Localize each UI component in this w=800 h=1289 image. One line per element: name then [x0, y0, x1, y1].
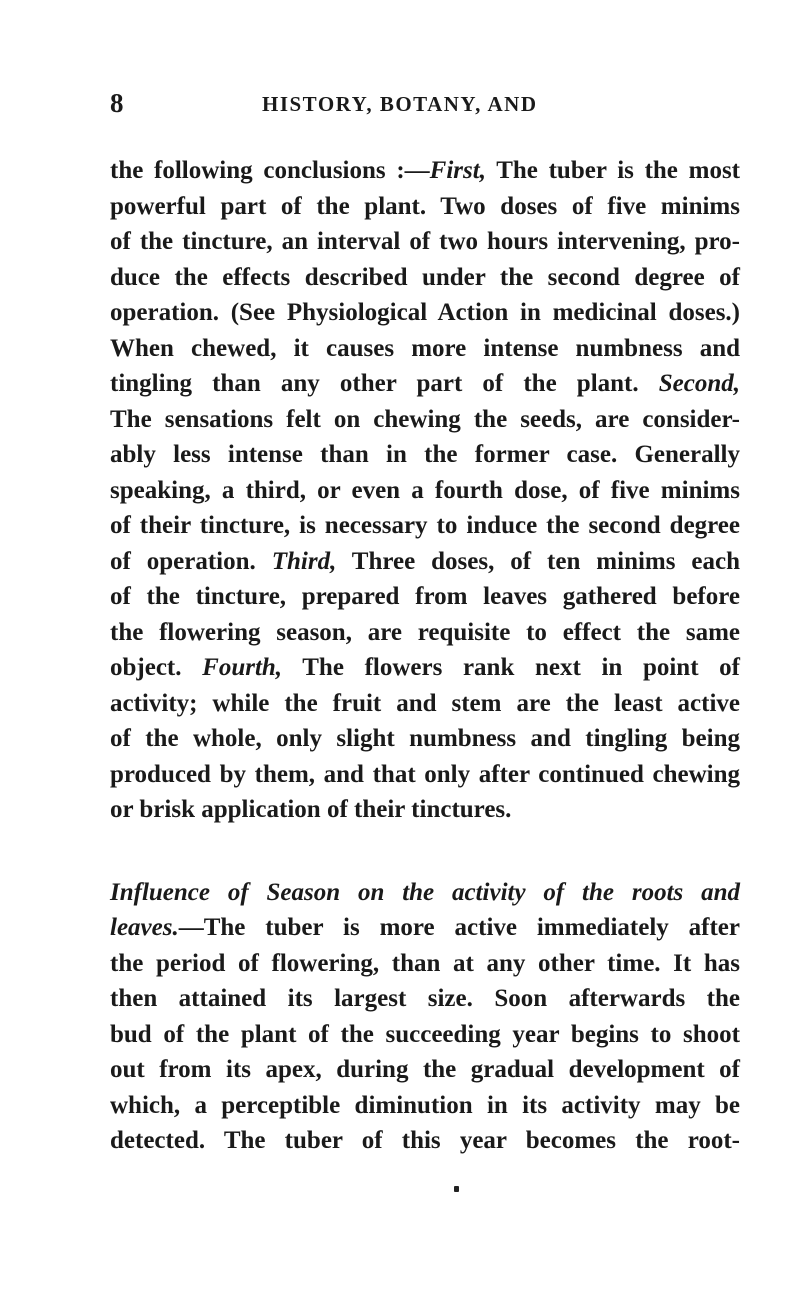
paragraph-conclusions — [110, 153, 740, 828]
text-line: tingling than any other part of the plant. Second, — [110, 370, 740, 397]
text-line: speaking, a third, or even a fourth dose, of five minims — [110, 476, 740, 504]
text-line: operation. (See Physiological Action in medicinal doses.) — [110, 299, 740, 326]
text-line: object. Fourth, The flowers rank next in point of — [110, 654, 740, 681]
text-line: of their tincture, is necessary to induce the second degree — [110, 512, 740, 539]
text-line: produced by them, and that only after continued chewing — [110, 760, 740, 788]
text-line: leaves.—The tuber is more active immediately after — [110, 914, 740, 941]
italic-term: First, — [429, 157, 486, 184]
running-title: HISTORY, BOTANY, AND — [262, 92, 538, 116]
text-line: the following conclusions :—First, The tuber is the most — [110, 157, 740, 184]
text-line: out from its apex, during the gradual development of — [110, 1056, 740, 1083]
text-line: bud of the plant of the succeeding year begins to shoot — [110, 1020, 740, 1048]
text-line: of the whole, only slight numbness and tingling being — [110, 725, 740, 752]
text-line: then attained its largest size. Soon afterwards the — [110, 985, 740, 1012]
body-text — [110, 153, 740, 1159]
italic-term: Fourth, — [202, 654, 283, 681]
text-line: powerful part of the plant. Two doses of five minims — [110, 192, 740, 220]
italic-heading: Influence of Season on the activity of the roots and — [110, 878, 740, 906]
text-line: detected. The tuber of this year becomes the root- — [110, 1127, 740, 1154]
text-line: When chewed, it causes more intense numbness and — [110, 334, 740, 362]
running-head — [110, 88, 740, 118]
signature-mark — [454, 1186, 459, 1192]
italic-term: Third, — [271, 547, 337, 575]
section-heading-line — [110, 875, 740, 911]
italic-heading: leaves. — [110, 914, 179, 941]
text-line: of the tincture, prepared from leaves gathered before — [110, 583, 740, 610]
text-line: the period of flowering, than at any other time. It has — [110, 949, 740, 977]
text-line: duce the effects described under the second degree of — [110, 263, 740, 291]
text-line: which, a perceptible diminution in its activity may be — [110, 1091, 740, 1119]
text-line: of the tincture, an interval of two hours intervening, pro- — [110, 228, 740, 255]
paragraph-gap — [110, 828, 740, 875]
text-line: of operation. Third, Three doses, of ten minims each — [110, 547, 740, 575]
page-number: 8 — [110, 88, 124, 118]
text-line: the flowering season, are requisite to effect the same — [110, 618, 740, 646]
paragraph-influence-of-season — [110, 875, 740, 1159]
text-line: or brisk application of their tinctures. — [110, 796, 512, 823]
text-line: The sensations felt on chewing the seeds, are consider- — [110, 405, 740, 433]
text-line: activity; while the fruit and stem are the least active — [110, 689, 740, 717]
italic-term: Second, — [658, 370, 740, 397]
text-line: ably less intense than in the former case. Generally — [110, 441, 740, 468]
